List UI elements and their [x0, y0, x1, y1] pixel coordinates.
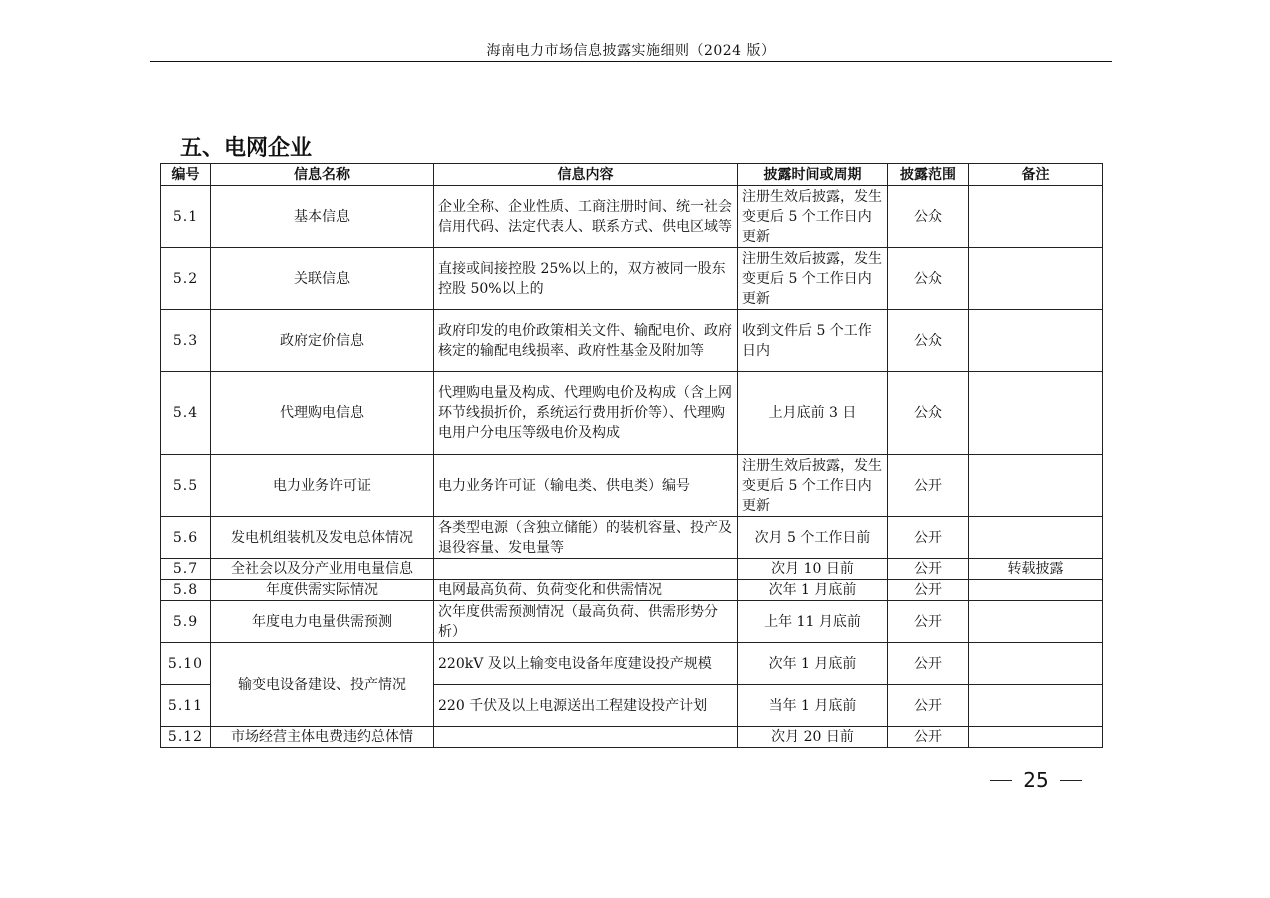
row-disclosure-time: 注册生效后披露，发生变更后 5 个工作日内更新	[738, 455, 888, 517]
row-disclosure-time: 次年 1 月底前	[738, 643, 888, 685]
row-info-content: 220kV 及以上输变电设备年度建设投产规模	[434, 643, 738, 685]
row-remark	[969, 310, 1103, 372]
table-row	[161, 310, 1103, 372]
table-row	[161, 455, 1103, 517]
row-disclosure-scope: 公开	[888, 455, 969, 517]
row-info-name: 电力业务许可证	[211, 455, 434, 517]
row-remark	[969, 580, 1103, 601]
section-title: 五、电网企业	[180, 136, 313, 161]
table-row	[161, 727, 1103, 748]
table-row	[161, 372, 1103, 455]
row-info-content: 电力业务许可证（输电类、供电类）编号	[434, 455, 738, 517]
row-disclosure-time: 上年 11 月底前	[738, 601, 888, 643]
row-number: 5.11	[161, 685, 211, 727]
row-disclosure-time: 当年 1 月底前	[738, 685, 888, 727]
row-number: 5.4	[161, 372, 211, 455]
page-number-value: 25	[1023, 768, 1049, 792]
row-disclosure-scope: 公开	[888, 727, 969, 748]
row-disclosure-scope: 公众	[888, 310, 969, 372]
row-disclosure-time: 次月 20 日前	[738, 727, 888, 748]
table-header-row	[161, 164, 1103, 186]
row-disclosure-time: 注册生效后披露，发生变更后 5 个工作日内更新	[738, 186, 888, 248]
row-remark	[969, 372, 1103, 455]
row-info-name: 年度电力电量供需预测	[211, 601, 434, 643]
row-disclosure-time: 收到文件后 5 个工作日内	[738, 310, 888, 372]
row-info-content: 220 千伏及以上电源送出工程建设投产计划	[434, 685, 738, 727]
row-remark: 转载披露	[969, 559, 1103, 580]
row-info-content: 电网最高负荷、负荷变化和供需情况	[434, 580, 738, 601]
row-info-content: 次年度供需预测情况（最高负荷、供需形势分析）	[434, 601, 738, 643]
row-remark	[969, 643, 1103, 685]
page-number-dash-right	[1060, 780, 1082, 781]
column-header-info-name: 信息名称	[211, 164, 434, 186]
table-row	[161, 559, 1103, 580]
row-info-name: 全社会以及分产业用电量信息	[211, 559, 434, 580]
table-row	[161, 248, 1103, 310]
row-remark	[969, 601, 1103, 643]
row-number: 5.5	[161, 455, 211, 517]
row-disclosure-time: 注册生效后披露，发生变更后 5 个工作日内更新	[738, 248, 888, 310]
table-row	[161, 601, 1103, 643]
row-number: 5.6	[161, 517, 211, 559]
row-info-name: 输变电设备建设、投产情况	[211, 643, 434, 727]
row-info-content: 代理购电量及构成、代理购电价及构成（含上网环节线损折价，系统运行费用折价等）、代理购电用户分电压等级电价及构成	[434, 372, 738, 455]
row-number: 5.12	[161, 727, 211, 748]
row-remark	[969, 248, 1103, 310]
table-row	[161, 643, 1103, 685]
row-remark	[969, 685, 1103, 727]
row-disclosure-scope: 公开	[888, 601, 969, 643]
row-info-content: 直接或间接控股 25%以上的，双方被同一股东控股 50%以上的	[434, 248, 738, 310]
row-disclosure-scope: 公众	[888, 186, 969, 248]
row-number: 5.9	[161, 601, 211, 643]
row-info-name: 代理购电信息	[211, 372, 434, 455]
row-info-name: 政府定价信息	[211, 310, 434, 372]
row-disclosure-scope: 公开	[888, 580, 969, 601]
column-header-number: 编号	[161, 164, 211, 186]
column-header-remarks: 备注	[969, 164, 1103, 186]
row-number: 5.3	[161, 310, 211, 372]
row-number: 5.7	[161, 559, 211, 580]
row-info-content	[434, 559, 738, 580]
row-number: 5.1	[161, 186, 211, 248]
row-disclosure-scope: 公开	[888, 559, 969, 580]
table-row	[161, 186, 1103, 248]
row-remark	[969, 727, 1103, 748]
row-disclosure-time: 次月 10 日前	[738, 559, 888, 580]
page-number	[990, 767, 1082, 793]
column-header-info-content: 信息内容	[434, 164, 738, 186]
row-disclosure-scope: 公众	[888, 248, 969, 310]
row-info-name: 市场经营主体电费违约总体情	[211, 727, 434, 748]
row-info-name: 年度供需实际情况	[211, 580, 434, 601]
row-info-name: 关联信息	[211, 248, 434, 310]
row-disclosure-time: 次月 5 个工作日前	[738, 517, 888, 559]
column-header-disclosure-time: 披露时间或周期	[738, 164, 888, 186]
row-remark	[969, 186, 1103, 248]
table-row	[161, 517, 1103, 559]
row-disclosure-scope: 公众	[888, 372, 969, 455]
header-rule	[150, 61, 1112, 62]
running-header: 海南电力市场信息披露实施细则（2024 版）	[486, 43, 776, 59]
column-header-disclosure-scope: 披露范围	[888, 164, 969, 186]
row-disclosure-scope: 公开	[888, 685, 969, 727]
row-info-name: 基本信息	[211, 186, 434, 248]
row-disclosure-scope: 公开	[888, 517, 969, 559]
row-disclosure-time: 上月底前 3 日	[738, 372, 888, 455]
row-info-content: 各类型电源（含独立储能）的装机容量、投产及退役容量、发电量等	[434, 517, 738, 559]
row-remark	[969, 517, 1103, 559]
row-number: 5.8	[161, 580, 211, 601]
page-number-dash-left	[990, 780, 1012, 781]
disclosure-table	[160, 163, 1103, 748]
row-info-name: 发电机组装机及发电总体情况	[211, 517, 434, 559]
row-number: 5.10	[161, 643, 211, 685]
row-info-content	[434, 727, 738, 748]
row-disclosure-time: 次年 1 月底前	[738, 580, 888, 601]
row-disclosure-scope: 公开	[888, 643, 969, 685]
row-remark	[969, 455, 1103, 517]
table-row	[161, 580, 1103, 601]
row-number: 5.2	[161, 248, 211, 310]
row-info-content: 政府印发的电价政策相关文件、输配电价、政府核定的输配电线损率、政府性基金及附加等	[434, 310, 738, 372]
row-info-content: 企业全称、企业性质、工商注册时间、统一社会信用代码、法定代表人、联系方式、供电区域等	[434, 186, 738, 248]
